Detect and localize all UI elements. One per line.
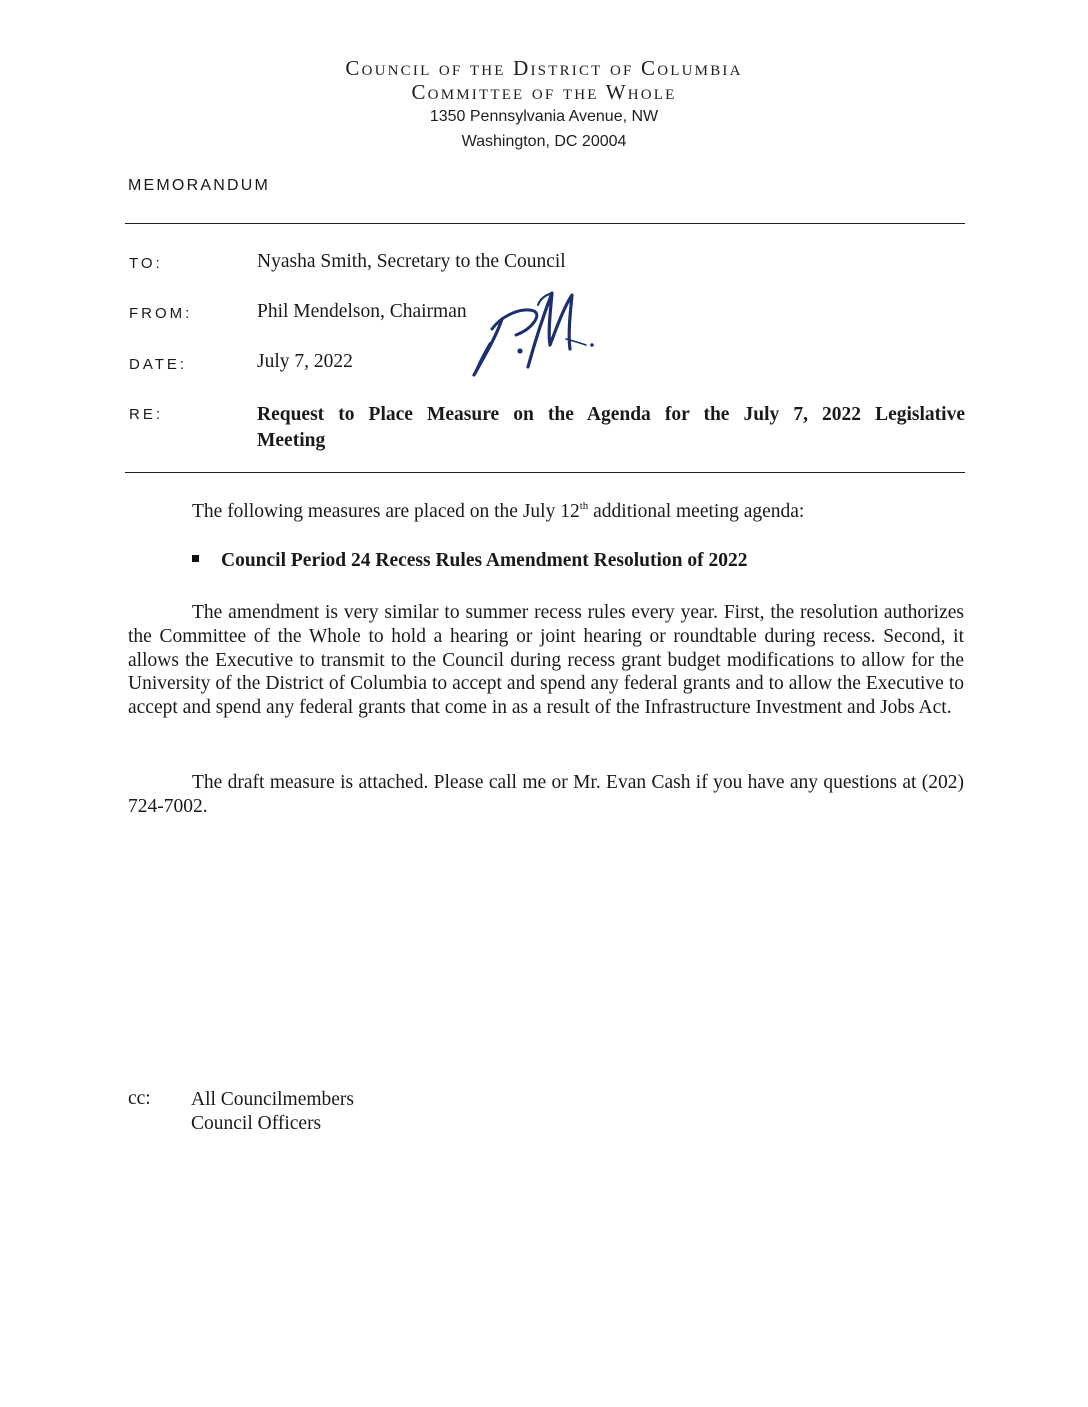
measure-list-item [192, 550, 747, 572]
header-bottom-rule [125, 472, 965, 473]
intro-after: additional meeting agenda: [588, 501, 805, 522]
date-label: DATE: [129, 356, 188, 373]
intro-before: The following measures are placed on the July 12 [192, 501, 580, 522]
cc-label: cc: [128, 1088, 151, 1109]
paragraph-amendment: The amendment is very similar to summer recess rules every year. First, the resolution authorizes the Committee of the Whole to hold a hearing or joint hearing or roundtable during recess. Second, it allows the Executive to transmit to the Council during recess grant budget modifications to allow for the University of the District of Columbia to accept and spend any federal grants and to allow the Executive to accept and spend any federal grants that come in as a result of the Infrastructure Investment and Jobs Act. [128, 602, 964, 719]
header-top-rule [125, 223, 965, 224]
to-label: TO: [129, 255, 163, 272]
re-subject-line2: Meeting [257, 430, 326, 451]
measure-title: Council Period 24 Recess Rules Amendment Resolution of 2022 [221, 550, 748, 571]
letterhead-committee: Committee of the Whole [411, 80, 677, 104]
paragraph-contact: The draft measure is attached. Please call me or Mr. Evan Cash if you have any questions at (202) 724-7002. [128, 772, 964, 817]
letterhead [0, 56, 1088, 154]
from-value: Phil Mendelson, Chairman [257, 301, 467, 322]
chairman-signature [462, 285, 602, 385]
memorandum-label: MEMORANDUM [128, 177, 270, 194]
intro-superscript: th [579, 500, 589, 512]
letterhead-city: Washington, DC 20004 [461, 133, 627, 150]
to-value: Nyasha Smith, Secretary to the Council [257, 251, 566, 272]
square-bullet-icon [192, 555, 199, 562]
re-subject-line1: Request to Place Measure on the Agenda for the July 7, 2022 Legislative [257, 404, 965, 425]
date-value: July 7, 2022 [257, 351, 353, 372]
cc-recipient: All Councilmembers [191, 1089, 355, 1110]
re-label: RE: [129, 406, 164, 423]
letterhead-address: 1350 Pennsylvania Avenue, NW [429, 108, 659, 125]
letterhead-council: Council of the District of Columbia [345, 56, 743, 80]
intro-sentence [192, 500, 804, 527]
re-subject [257, 402, 965, 454]
cc-recipient: Council Officers [191, 1113, 322, 1134]
from-label: FROM: [129, 305, 193, 322]
cc-list [191, 1088, 354, 1136]
